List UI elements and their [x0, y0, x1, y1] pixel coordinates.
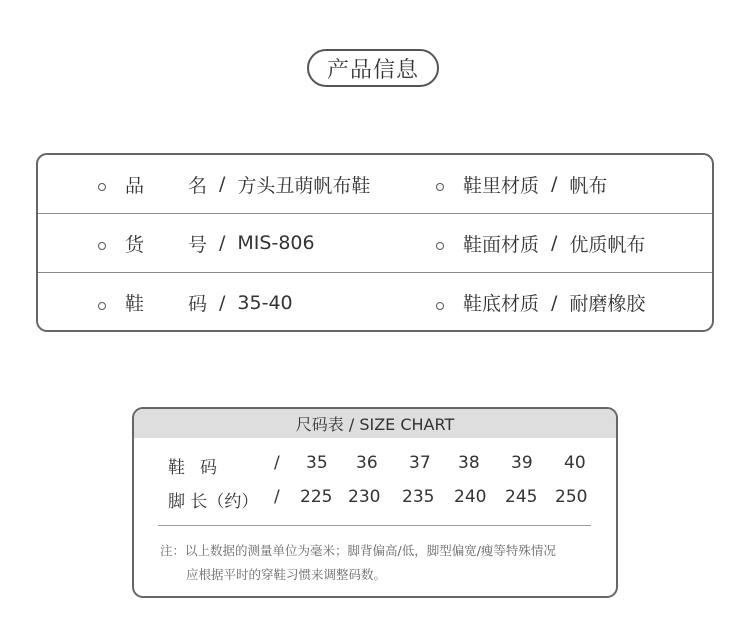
info-row-name — [38, 155, 712, 214]
bullet-circle-icon — [436, 302, 444, 310]
info-label — [125, 171, 207, 198]
bullet-circle-icon — [436, 183, 444, 191]
info-row-item-number — [38, 214, 712, 273]
info-cell-item-number — [98, 214, 315, 272]
info-label-char: 码 — [187, 293, 207, 315]
info-label-char: 货 — [125, 233, 145, 256]
size-value: 40 — [564, 453, 586, 473]
foot-length-value: 230 — [348, 487, 381, 507]
info-cell-product-name — [98, 155, 370, 213]
info-cell-upper — [436, 214, 645, 272]
info-label-char: 鞋 — [125, 293, 145, 315]
section-title: 产品信息 — [307, 49, 439, 87]
foot-length-value: 225 — [300, 487, 333, 507]
size-row-shoe-size — [134, 453, 616, 479]
info-cell-sole — [436, 273, 645, 332]
info-label-char: 号 — [187, 233, 207, 256]
size-value: 36 — [356, 453, 378, 473]
foot-length-value: 250 — [555, 487, 588, 507]
size-row-foot-length — [134, 487, 616, 513]
info-cell-size — [98, 273, 293, 332]
foot-length-value: 245 — [505, 487, 538, 507]
size-chart — [132, 407, 618, 598]
info-cell-lining — [436, 155, 607, 213]
size-value: 35 — [306, 453, 328, 473]
size-note — [160, 539, 600, 587]
size-value: 39 — [511, 453, 533, 473]
info-label: 鞋里材质 — [463, 174, 540, 197]
bullet-circle-icon — [98, 242, 106, 250]
info-label-char: 品 — [125, 174, 145, 197]
info-value: 帆布 — [569, 174, 608, 197]
info-value: MIS-806 — [237, 232, 315, 254]
divider — [158, 525, 591, 526]
note-line: 应根据平时的穿鞋习惯来调整码数。 — [186, 567, 387, 582]
size-row-label: 脚 长（约） — [168, 492, 259, 512]
foot-length-value: 240 — [454, 487, 487, 507]
size-value: 37 — [409, 453, 431, 473]
info-label — [125, 289, 207, 316]
info-label: 鞋底材质 — [463, 293, 540, 315]
separator: / — [551, 291, 558, 314]
separator: / — [219, 232, 226, 254]
product-info-table — [36, 153, 714, 332]
info-label: 鞋面材质 — [463, 233, 540, 256]
info-value: 优质帆布 — [569, 233, 646, 256]
separator: / — [274, 487, 280, 507]
foot-length-value: 235 — [402, 487, 435, 507]
bullet-circle-icon — [98, 183, 106, 191]
separator: / — [551, 232, 558, 254]
info-value: 35-40 — [237, 291, 293, 314]
info-label-char: 名 — [187, 174, 207, 197]
note-line: 注：以上数据的测量单位为毫米；脚背偏高/低，脚型偏宽/瘦等特殊情况 — [160, 543, 556, 558]
size-row-label: 鞋 — [168, 458, 185, 478]
info-row-size — [38, 273, 712, 332]
separator: / — [274, 453, 280, 473]
bullet-circle-icon — [98, 302, 106, 310]
info-label — [125, 230, 207, 257]
info-value: 耐磨橡胶 — [569, 293, 646, 315]
separator: / — [219, 291, 226, 314]
bullet-circle-icon — [436, 242, 444, 250]
size-value: 38 — [458, 453, 480, 473]
separator: / — [219, 173, 226, 195]
size-chart-title: 尺码表 / SIZE CHART — [134, 409, 616, 438]
separator: / — [551, 173, 558, 195]
size-row-label: 码 — [200, 458, 217, 478]
info-value: 方头丑萌帆布鞋 — [237, 174, 371, 197]
